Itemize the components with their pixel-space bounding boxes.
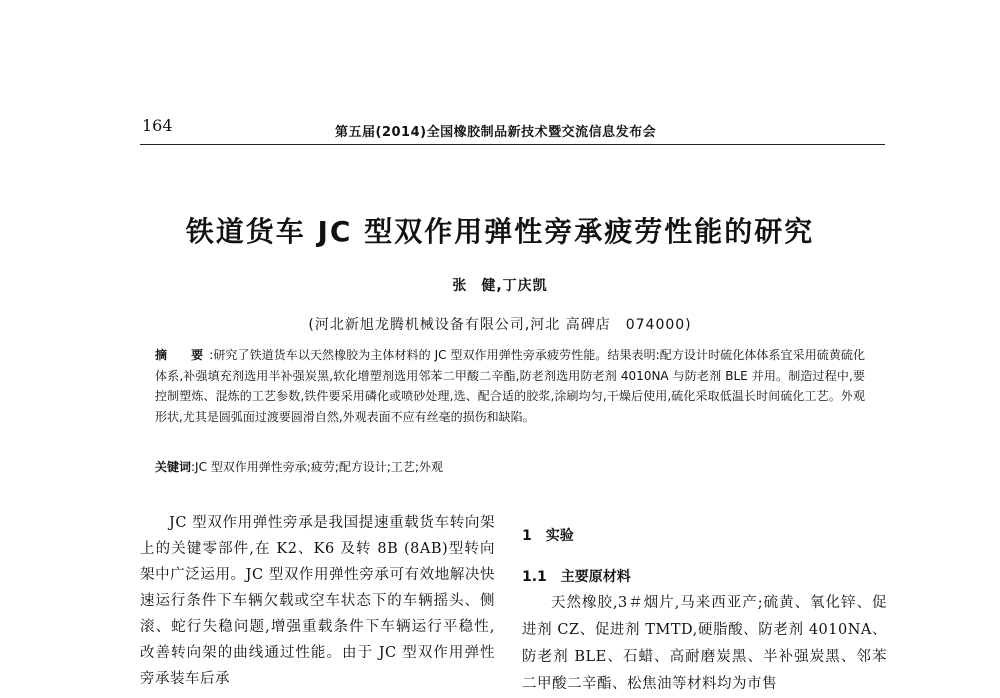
header-rule [140, 144, 885, 145]
author-1: 张 [452, 278, 468, 294]
abstract [155, 345, 865, 427]
section-heading-experiment: 1 实验 [522, 528, 574, 544]
authors [0, 275, 1000, 295]
running-header: 第五届(2014)全国橡胶制品新技术暨交流信息发布会 [335, 125, 657, 140]
article-title: 铁道货车 JC 型双作用弹性旁承疲劳性能的研究 [185, 215, 815, 248]
abstract-label: 摘 要 [155, 348, 210, 362]
abstract-text: :研究了铁道货车以天然橡胶为主体材料的 JC 型双作用弹性旁承疲劳性能。结果表明:配方设计时硫化体体系宜采用硫黄硫化体系,补强填充剂选用半补强炭黑,软化增塑剂选用邻苯二甲酸二辛酯,防老剂选用防老剂 4010NA 与防老剂 BLE 并用。制造过程中,要控制塑炼、混炼的工艺参数,铁件要采用磷化或喷砂处理,选、配合适的胶浆,涂刷均匀,干燥后使用,硫化采取低温长时间硫化工艺。外观形状,尤其是圆弧面过渡要圆滑自然,外观表面不应有丝毫的损伤和缺陷。 [155, 348, 865, 424]
subsection-heading-materials: 1.1 主要原材料 [522, 569, 631, 585]
affiliation: (河北新旭龙腾机械设备有限公司,河北 高碑店 074000) [308, 317, 692, 333]
keywords [155, 458, 865, 475]
keywords-label: 关键词 [155, 460, 192, 474]
page-number: 164 [142, 116, 173, 135]
intro-paragraph: JC 型双作用弹性旁承是我国提速重载货车转向架上的关键零部件,在 K2、K6 及转 8B (8AB)型转向架中广泛运用。JC 型双作用弹性旁承可有效地解决快速运行条件下车辆欠载或空车状态下的车辆摇头、侧滚、蛇行失稳问题,增强重载条件下车辆运行平稳性,改善转向架的曲线通过性能。由于 JC 型双作用弹性旁承装车后承 [140, 515, 495, 687]
materials-paragraph: 天然橡胶,3＃烟片,马来西亚产;硫黄、氧化锌、促进剂 CZ、促进剂 TMTD,硬脂酸、防老剂 4010NA、防老剂 BLE、石蜡、高耐磨炭黑、半补强炭黑、邻苯二甲酸二辛酯、松焦油等材料均为市售 [522, 595, 887, 692]
author-2: 健,丁庆凯 [481, 278, 548, 294]
keywords-text: :JC 型双作用弹性旁承;疲劳;配方设计;工艺;外观 [191, 460, 443, 474]
